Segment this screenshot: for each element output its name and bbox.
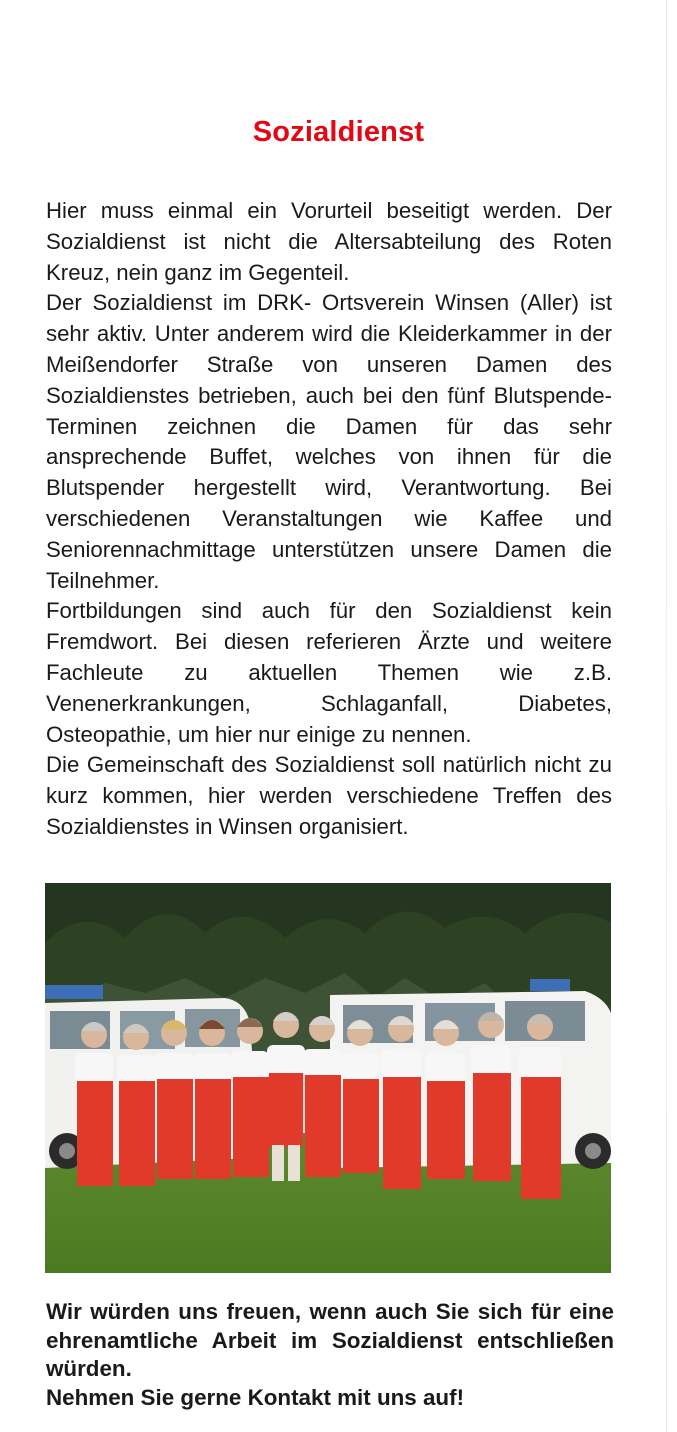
paragraph-community: Die Gemeinschaft des Sozialdienst soll natürlich nicht zu kurz kommen, hier werden verschiedene Treffen des Sozialdienstes in Winsen organisiert. — [46, 752, 612, 839]
page-title: Sozialdienst — [252, 116, 425, 148]
paragraph-training: Fortbildungen sind auch für den Sozialdienst kein Fremdwort. Bei diesen referieren Ärzte und weitere Fachleute zu aktuellen Themen wie z.B. Venenerkrankungen, Schlaganfall, Diabetes, Osteopathie, um hier nur einige zu nennen. — [46, 598, 612, 747]
group-photo — [45, 883, 611, 1273]
closing-call-to-action — [46, 1298, 614, 1412]
closing-invitation: Wir würden uns freuen, wenn auch Sie sich für eine ehrenamtliche Arbeit im Sozialdienst entschließen würden. — [46, 1299, 614, 1381]
closing-contact: Nehmen Sie gerne Kontakt mit uns auf! — [46, 1384, 465, 1410]
paragraph-activities: Der Sozialdienst im DRK- Ortsverein Winsen (Aller) ist sehr aktiv. Unter anderem wird die Kleiderkammer in der Meißendorfer Straße von unseren Damen des Sozialdienstes betrieben, auch bei den fünf Blutspende-Terminen zeichnen die Damen für das sehr ansprechende Buffet, welches von ihnen für die Blutspender hergestellt wird, Verantwortung. Bei verschiedenen Veranstaltungen wie Kaffee und Seniorennachmittage unterstützen unsere Damen die Teilnehmer. — [46, 290, 612, 593]
body-text — [46, 196, 612, 843]
page-fold-edge — [666, 0, 667, 1432]
paragraph-prejudice: Hier muss einmal ein Vorurteil beseitigt werden. Der Sozialdienst ist nicht die Altersabteilung des Roten Kreuz, nein ganz im Gegenteil. — [46, 198, 612, 285]
